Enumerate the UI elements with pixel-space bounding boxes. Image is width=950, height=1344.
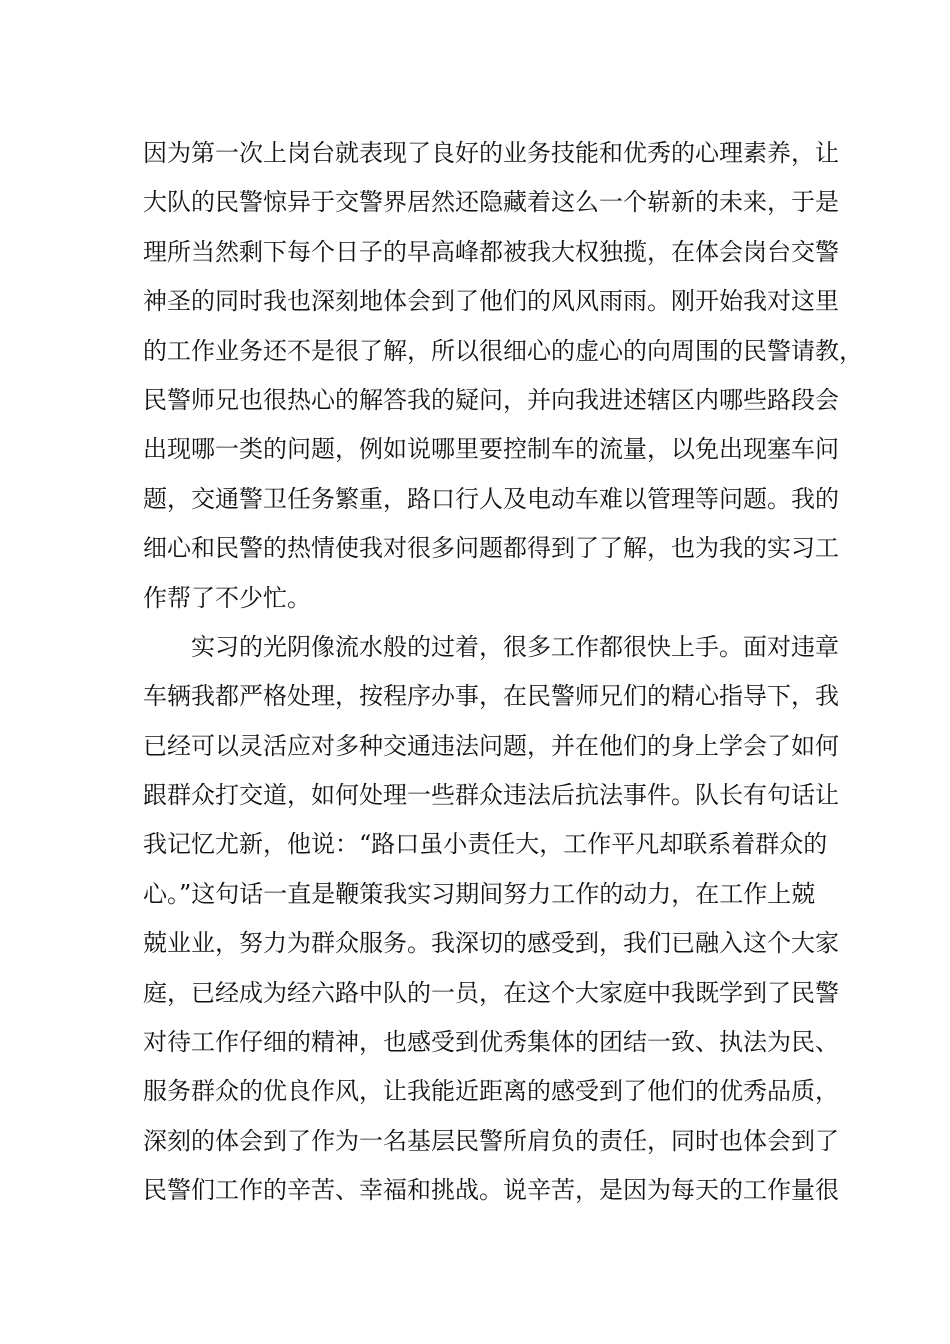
text-line: 服务群众的优良作风，让我能近距离的感受到了他们的优秀品质，: [143, 1077, 839, 1106]
body-text: [143, 133, 863, 1220]
text-line: 理所当然剩下每个日子的早高峰都被我大权独揽，在体会岗台交警: [143, 237, 839, 266]
text-line: 因为第一次上岗台就表现了良好的业务技能和优秀的心理素养，让: [143, 139, 839, 167]
text-line: 兢业业，努力为群众服务。我深切的感受到，我们已融入这个大家: [143, 929, 839, 958]
text-line: 我记忆尤新，他说：“路口虽小责任大，工作平凡却联系着群众的: [143, 830, 828, 859]
text-line: 大队的民警惊异于交警界居然还隐藏着这么一个崭新的未来，于是: [143, 188, 839, 217]
text-line: 庭，已经成为经六路中队的一员，在这个大家庭中我既学到了民警: [143, 978, 839, 1007]
text-line: 深刻的体会到了作为一名基层民警所肩负的责任，同时也体会到了: [143, 1126, 839, 1155]
text-line: 作帮了不少忙。: [143, 583, 311, 612]
text-line: 细心和民警的热情使我对很多问题都得到了了解，也为我的实习工: [143, 534, 839, 563]
paragraph-start-line: 实习的光阴像流水般的过着，很多工作都很快上手。面对违章: [191, 632, 839, 661]
text-line: 民警师兄也很热心的解答我的疑问，并向我进述辖区内哪些路段会: [143, 385, 839, 414]
text-line: 车辆我都严格处理，按程序办事，在民警师兄们的精心指导下，我: [143, 682, 839, 711]
text-line: 跟群众打交道，如何处理一些群众违法后抗法事件。队长有句话让: [143, 781, 839, 810]
text-line: 神圣的同时我也深刻地体会到了他们的风风雨雨。刚开始我对这里: [143, 287, 839, 316]
text-line: 心。”这句话一直是鞭策我实习期间努力工作的动力，在工作上兢: [143, 879, 816, 908]
text-line: 民警们工作的辛苦、幸福和挑战。说辛苦，是因为每天的工作量很: [143, 1176, 839, 1205]
text-line: 的工作业务还不是很了解，所以很细心的虚心的向周围的民警请教，: [143, 336, 863, 365]
text-line: 题，交通警卫任务繁重，路口行人及电动车难以管理等问题。我的: [143, 484, 839, 513]
text-line: 出现哪一类的问题，例如说哪里要控制车的流量，以免出现塞车问: [143, 435, 839, 464]
text-line: 对待工作仔细的精神，也感受到优秀集体的团结一致、执法为民、: [143, 1028, 839, 1057]
text-line: 已经可以灵活应对多种交通违法问题，并在他们的身上学会了如何: [143, 731, 839, 760]
